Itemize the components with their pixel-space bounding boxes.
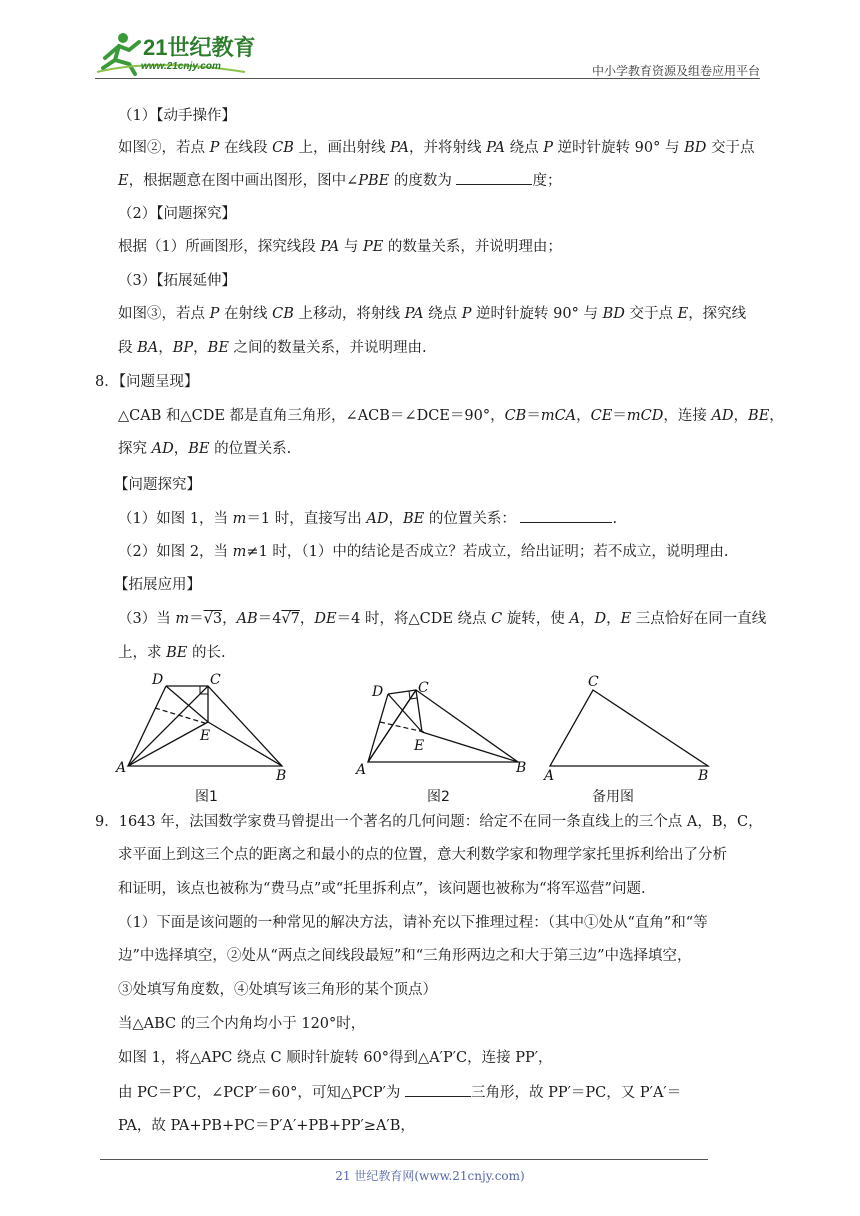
header-title: 中小学教育资源及组卷应用平台	[591, 64, 760, 78]
fig1-segment-be	[208, 722, 282, 766]
q9-line8: 如图 1，将△APC 绕点 C 顺时针旋转 60°得到△A′P′C，连接 PP′，	[118, 1050, 553, 1066]
figure-2	[354, 680, 526, 778]
fig1-label-d: D	[152, 672, 164, 688]
fig2-segment-ac	[368, 690, 416, 762]
q8-line2: 探究 AD，BE 的位置关系.	[118, 441, 292, 457]
fig1-label-e: E	[200, 728, 211, 744]
q8-part3-line2: 上，求 BE 的长.	[118, 645, 226, 661]
fig2-label-a: A	[356, 762, 367, 778]
fig3-label-c: C	[588, 674, 599, 690]
logo-url: www.21cnjy.com	[141, 61, 221, 72]
fig1-segment-ad	[128, 686, 166, 766]
q8-line1: △CAB 和△CDE 都是直角三角形，∠ACB＝∠DCE＝90°，CB＝mCA，CE＝mCD，连接 AD，BE，	[118, 408, 784, 424]
fig3-label-a: A	[544, 768, 555, 784]
fig2-segment-ad	[368, 694, 388, 762]
q8-part1: （1）如图 1，当 m＝1 时，直接写出 AD，BE 的位置关系： .	[118, 508, 617, 529]
answer-blank[interactable]	[456, 170, 532, 185]
fig1-label-c: C	[210, 672, 221, 688]
q8-part2: （2）如图 2，当 m≠1 时，（1）中的结论是否成立？若成立，给出证明；若不成立，说明理由.	[118, 544, 729, 560]
q9-line3: 和证明，该点也被称为“费马点”或“托里拆利点”，该问题也被称为“将军巡营”问题.	[118, 881, 646, 897]
header-divider	[95, 78, 760, 79]
q8-explore-title: 【问题探究】	[114, 477, 201, 493]
answer-blank[interactable]	[405, 1082, 471, 1097]
figure-1-caption: 图1	[195, 789, 218, 805]
fig1-label-a: A	[116, 760, 127, 776]
fig2-label-b: B	[516, 760, 527, 776]
q9-line7: 当△ABC 的三个内角均小于 120°时，	[118, 1016, 366, 1032]
fig3-triangle-acb	[550, 690, 708, 766]
logo-text: 21世纪教育	[143, 35, 256, 60]
figure-3-caption: 备用图	[592, 789, 634, 805]
q7-part1-title: （1）【动手操作】	[118, 108, 236, 124]
q7-part2-title: （2）【问题探究】	[118, 206, 236, 222]
fig2-segment-dc	[388, 690, 416, 694]
fig2-segment-be	[422, 732, 518, 762]
q7-part3-line2: 段 BA，BP，BE 之间的数量关系，并说明理由.	[118, 340, 427, 356]
q8-apply-title: 【拓展应用】	[114, 577, 201, 593]
figure-3	[542, 674, 708, 784]
figure-1	[114, 672, 286, 784]
figure-2-caption: 图2	[427, 789, 450, 805]
fig2-label-d: D	[372, 684, 384, 700]
footer-divider	[100, 1159, 708, 1160]
q9-line4: （1）下面是该问题的一种常见的解决方法，请补充以下推理过程：（其中①处从“直角”和“等	[118, 915, 708, 931]
q9-line6: ③处填写角度数，④处填写该三角形的某个顶点）	[118, 982, 437, 998]
fig1-label-b: B	[276, 768, 287, 784]
page-header	[95, 28, 760, 80]
fig2-label-c: C	[418, 680, 429, 696]
q9-line5: 边”中选择填空，②处从“两点之间线段最短”和“三角形两边之和大于第三边”中选择填空，	[118, 948, 692, 964]
q8-title: 8．【问题呈现】	[95, 374, 199, 390]
q9-line9: 由 PC＝P′C，∠PCP′＝60°，可知△PCP′为 三角形，故 PP′＝PC，又 P′A′＝	[118, 1082, 681, 1103]
q8-part3-line1: （3）当 m＝√3，AB＝4√7，DE＝4 时，将△CDE 绕点 C 旋转，使 A，D，E 三点恰好在同一直线	[118, 611, 767, 627]
fig1-segment-ae	[128, 722, 211, 766]
q9-line2: 求平面上到这三个点的距离之和最小的点的位置，意大利数学家和物理学家托里拆利给出了分析	[118, 847, 727, 863]
q7-part3-line1: 如图③，若点 P 在射线 CB 上移动，将射线 PA 绕点 P 逆时针旋转 90° 与 BD 交于点 E，探究线	[118, 306, 747, 322]
page-footer: 21 世纪教育网(www.21cnjy.com)	[335, 1169, 525, 1183]
answer-blank[interactable]	[520, 508, 612, 523]
q7-part1-line2: E，根据题意在图中画出图形，图中∠PBE 的度数为 度；	[118, 170, 561, 191]
fig2-label-e: E	[414, 738, 425, 754]
q7-part1-line1: 如图②，若点 P 在线段 CB 上，画出射线 PA，并将射线 PA 绕点 P 逆时针旋转 90° 与 BD 交于点	[118, 140, 755, 156]
q7-part2-line1: 根据（1）所画图形，探究线段 PA 与 PE 的数量关系，并说明理由；	[118, 239, 562, 255]
q9-line1: 9．1643 年，法国数学家费马曾提出一个著名的几何问题：给定不在同一条直线上的三个点 A，B，C，	[95, 814, 763, 830]
fig3-label-b: B	[698, 768, 709, 784]
q7-part3-title: （3）【拓展延伸】	[118, 273, 236, 289]
q9-line10: PA，故 PA+PB+PC＝P′A′+PB+PP′≥A′B，	[118, 1118, 415, 1134]
fig2-triangle-acb	[368, 690, 518, 762]
